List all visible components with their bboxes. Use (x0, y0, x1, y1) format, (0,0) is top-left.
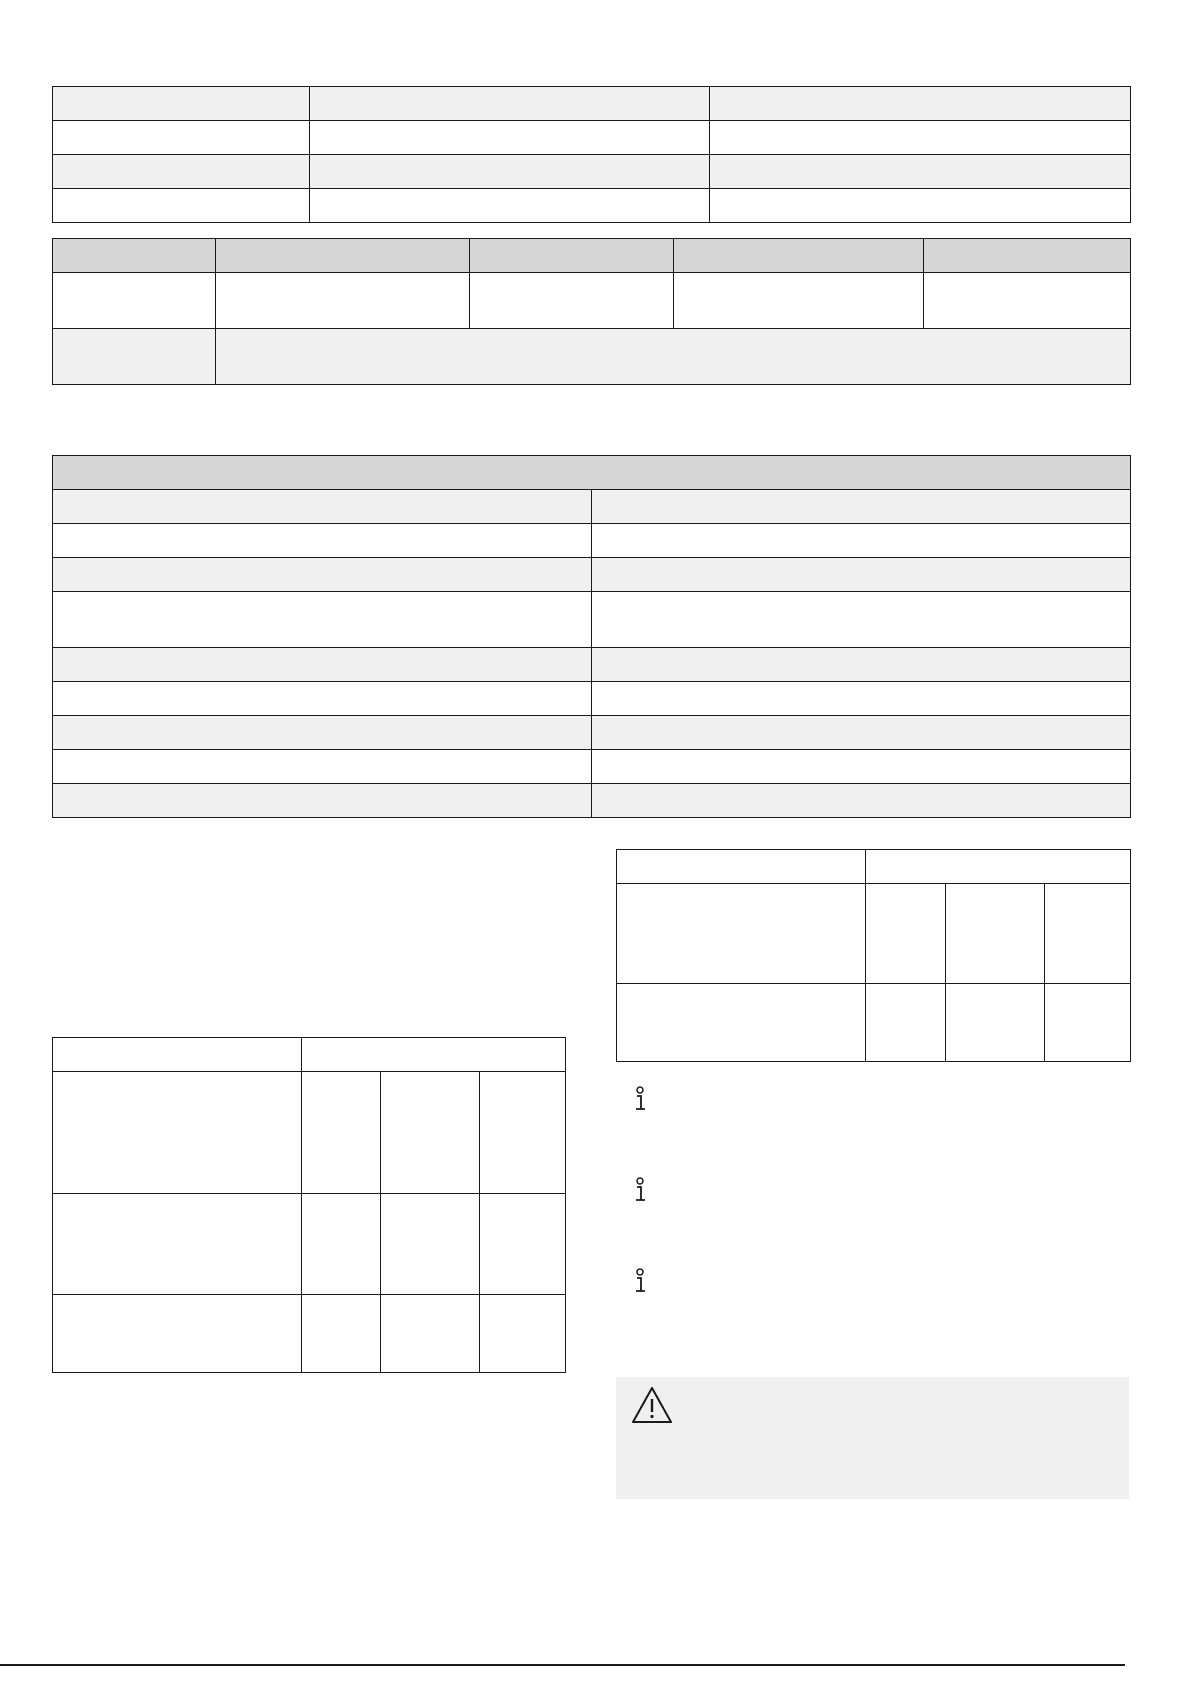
table-header-row (617, 850, 1131, 884)
table-row (53, 784, 1131, 818)
table-header-row (53, 1038, 566, 1072)
warning-box (616, 1377, 1129, 1499)
table-header-row (53, 239, 1131, 273)
table-title-row (53, 456, 1131, 490)
table-row (53, 682, 1131, 716)
table-row (53, 1295, 566, 1373)
table-row (53, 592, 1131, 648)
table-row (53, 648, 1131, 682)
table-row (53, 1072, 566, 1194)
spec-table-right (616, 849, 1131, 1062)
table-row (53, 1194, 566, 1295)
info-icon (630, 1177, 650, 1205)
table-row (53, 716, 1131, 750)
warning-triangle-icon (630, 1385, 674, 1425)
table-row (53, 155, 1131, 189)
spec-table-top (52, 86, 1131, 223)
spec-table-left (52, 1037, 566, 1373)
footer-rule (0, 1664, 1125, 1666)
spec-table-second (52, 238, 1131, 385)
footer-code (1125, 1666, 1192, 1680)
table-row (53, 273, 1131, 329)
table-row (53, 750, 1131, 784)
info-icon (630, 1268, 650, 1296)
table-row (617, 884, 1131, 984)
table-row (53, 329, 1131, 385)
table-row (53, 558, 1131, 592)
info-icon (630, 1086, 650, 1114)
table-row (53, 524, 1131, 558)
table-row (53, 490, 1131, 524)
table-row (53, 87, 1131, 121)
table-row (53, 189, 1131, 223)
table-row (617, 984, 1131, 1062)
spec-table-main (52, 455, 1131, 818)
table-row (53, 121, 1131, 155)
